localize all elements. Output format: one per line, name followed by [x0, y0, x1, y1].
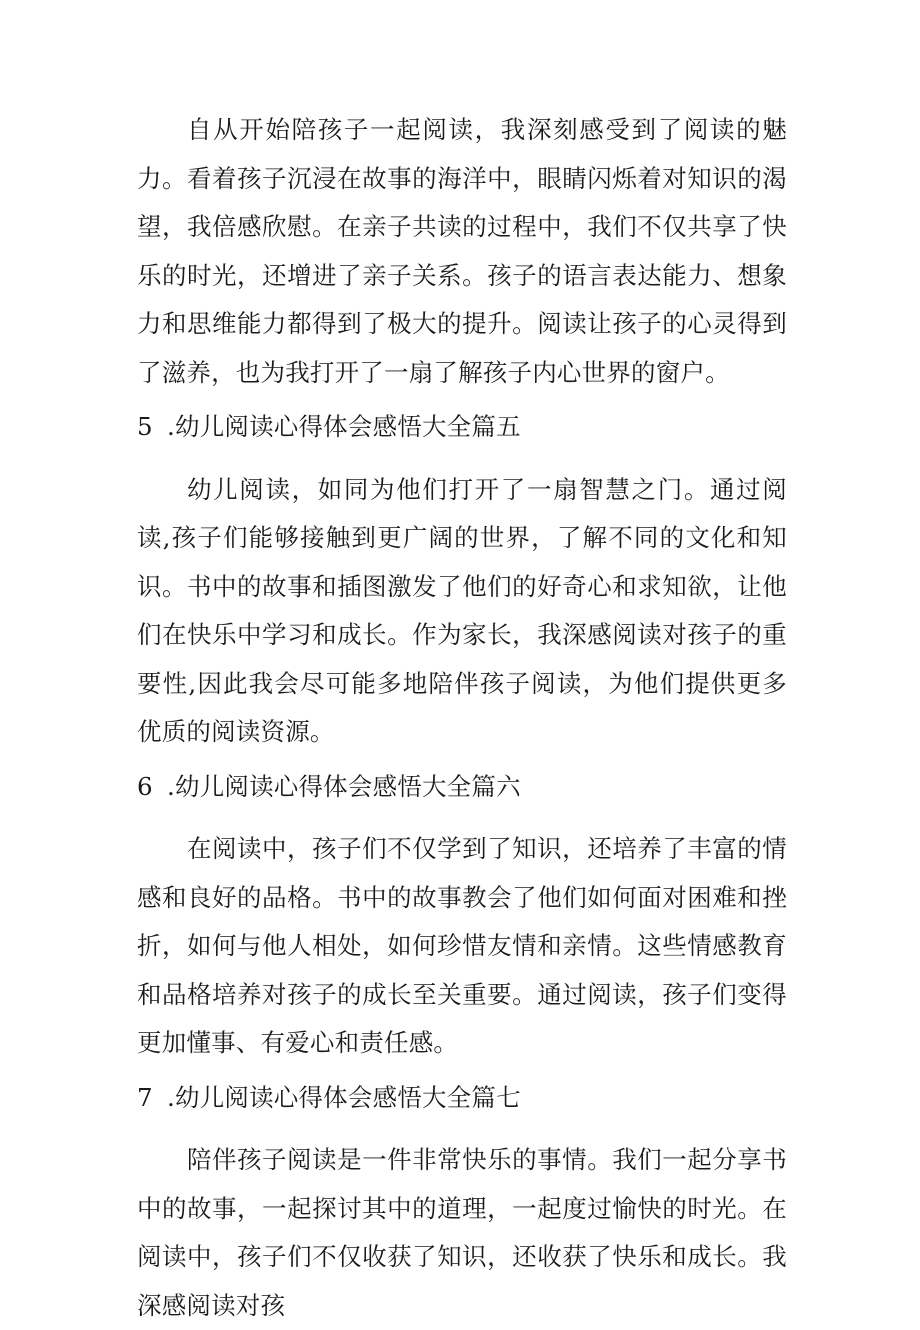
section-heading-5: [137, 403, 787, 452]
paragraph-section-4-body: 自从开始陪孩子一起阅读，我深刻感受到了阅读的魅力。看着孩子沉浸在故事的海洋中，眼睛闪烁着对知识的渴望，我倍感欣慰。在亲子共读的过程中，我们不仅共享了快乐的时光，还增进了亲子关系。孩子的语言表达能力、想象力和思维能力都得到了极大的提升。阅读让孩子的心灵得到了滋养，也为我打开了一扇了解孩子内心世界的窗户。: [137, 115, 787, 387]
section-number: 7: [137, 1082, 153, 1112]
section-title: .幼儿阅读心得体会感悟大全篇七: [167, 1082, 521, 1112]
paragraph-section-7-body: 陪伴孩子阅读是一件非常快乐的事情。我们一起分享书中的故事，一起探讨其中的道理，一起度过愉快的时光。在阅读中，孩子们不仅收获了知识，还收获了快乐和成长。我深感阅读对孩: [137, 1145, 787, 1320]
section-heading-6: [137, 763, 787, 812]
section-title: .幼儿阅读心得体会感悟大全篇六: [167, 771, 521, 801]
paragraph-section-5-body: 幼儿阅读，如同为他们打开了一扇智慧之门。通过阅读,孩子们能够接触到更广阔的世界，了解不同的文化和知识。书中的故事和插图激发了他们的好奇心和求知欲，让他们在快乐中学习和成长。作为家长，我深感阅读对孩子的重要性,因此我会尽可能多地陪伴孩子阅读，为他们提供更多优质的阅读资源。: [137, 474, 787, 746]
document-content: [137, 106, 787, 1330]
section-heading-7: [137, 1074, 787, 1123]
section-title: .幼儿阅读心得体会感悟大全篇五: [167, 412, 521, 441]
paragraph-section-6-body: 在阅读中，孩子们不仅学到了知识，还培养了丰富的情感和良好的品格。书中的故事教会了他们如何面对困难和挫折，如何与他人相处，如何珍惜友情和亲情。这些情感教育和品格培养对孩子的成长至关重要。通过阅读，孩子们变得更加懂事、有爱心和责任感。: [137, 834, 787, 1057]
section-number: 6: [137, 771, 153, 801]
section-number: 5: [137, 412, 153, 441]
